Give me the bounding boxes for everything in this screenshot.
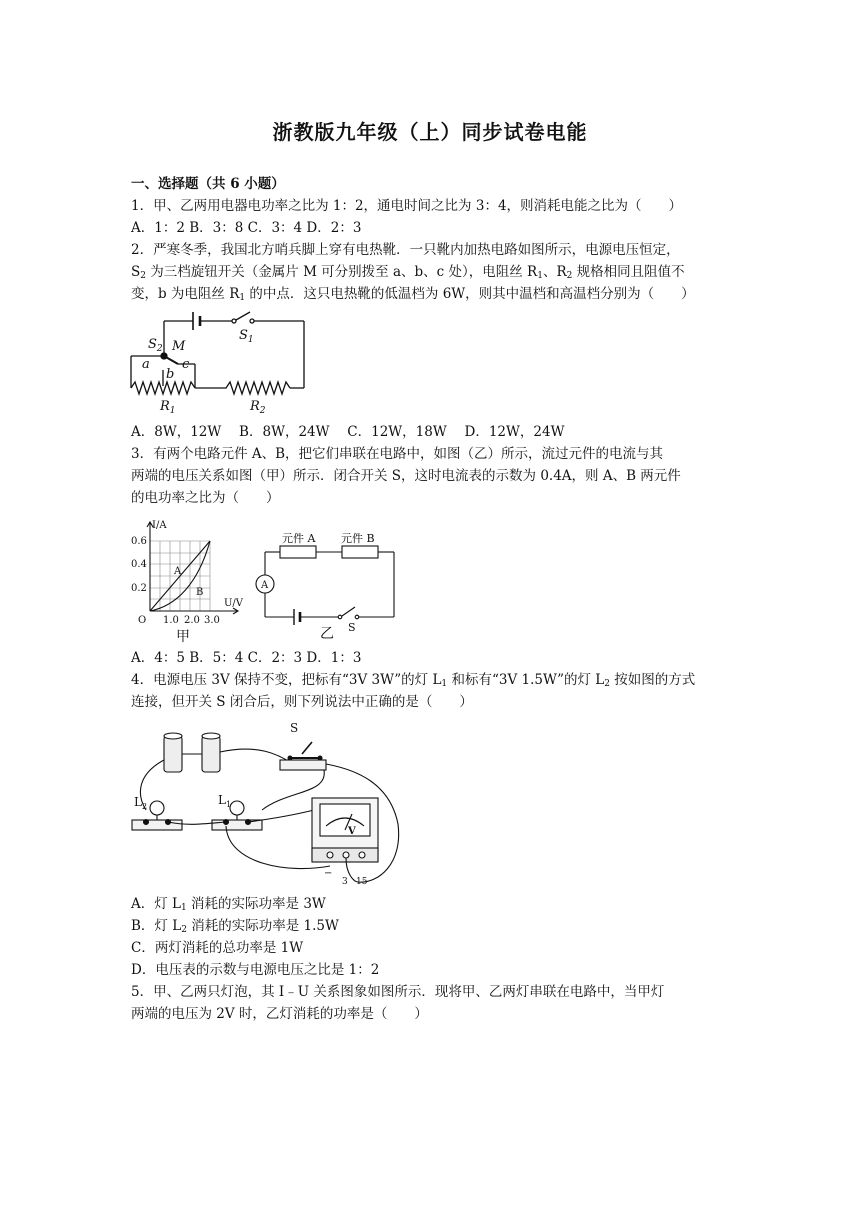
q3-options: A．4：5 B．5：4 C．2：3 D．1：3	[131, 650, 362, 666]
q3-line3: 的电功率之比为（ ）	[131, 490, 280, 506]
element-a-label: 元件 A	[282, 532, 316, 545]
q4-line1: 4．电源电压 3V 保持不变，把标有“3V 3W”的灯 $L_1$ 和标有“3V 1.5W”的灯 $L_2$ 按如图的方式	[131, 672, 696, 689]
r1-label: $R_1$	[160, 399, 176, 416]
ytick-label: 0.4	[131, 559, 147, 570]
s2-label: $S_2$	[148, 337, 163, 354]
q1-options: A．1：2 B．3：8 C．3：4 D．2：3	[131, 220, 362, 236]
graph-xlabel: U/V	[224, 598, 244, 609]
c-label: c	[182, 357, 190, 372]
q4-option-a: A．灯 $L_1$ 消耗的实际功率是 3W	[131, 896, 326, 913]
l2-label: $L_2$	[134, 795, 148, 811]
q5-line1: 5．甲、乙两只灯泡，其 I﹣U 关系图象如图所示．现将甲、乙两灯串联在电路中，当甲灯	[131, 984, 665, 1000]
q5-line2: 两端的电压为 2V 时，乙灯消耗的功率是（ ）	[131, 1006, 428, 1022]
q2-circuit-figure	[126, 306, 316, 418]
q3-line1: 3．有两个电路元件 A、B，把它们串联在电路中，如图（乙）所示，流过元件的电流与其	[131, 446, 664, 462]
q4-circuit-figure	[128, 714, 408, 890]
circuit-caption: 乙	[320, 626, 334, 642]
terminal-3-label: 3	[342, 877, 348, 887]
switch-label: S	[348, 621, 356, 634]
q3-series-circuit	[252, 530, 402, 642]
s1-label: $S_1$	[239, 328, 254, 345]
q4-option-d: D．电压表的示数与电源电压之比是 1：2	[131, 962, 380, 978]
xtick-label: 3.0	[204, 615, 220, 626]
ytick-label: 0.2	[131, 583, 147, 594]
xtick-label: 2.0	[184, 615, 200, 626]
section-heading: 一、选择题（共 6 小题）	[131, 176, 285, 192]
b-label: b	[166, 367, 175, 382]
page-title: 浙教版九年级（上）同步试卷电能	[272, 120, 588, 144]
terminal-minus-label: −	[324, 868, 333, 879]
graph-caption: 甲	[176, 629, 190, 645]
ammeter-label: A	[261, 580, 269, 591]
l1-label: $L_1$	[218, 793, 232, 809]
q1-stem: 1．甲、乙两用电器电功率之比为 1：2，通电时间之比为 3：4，则消耗电能之比为（ ）	[131, 198, 683, 214]
q4-line2: 连接，但开关 S 闭合后，则下列说法中正确的是（ ）	[131, 694, 473, 710]
element-b-label: 元件 B	[341, 532, 375, 545]
switch-s-label: S	[290, 721, 299, 735]
ytick-label: 0.6	[131, 536, 147, 547]
terminal-15-label: 15	[356, 877, 368, 887]
graph-ylabel: I/A	[152, 520, 167, 531]
graph-origin: O	[138, 615, 147, 626]
voltmeter-label: V	[348, 826, 356, 837]
q2-options: A．8W，12W B．8W，24W C．12W，18W D．12W，24W	[131, 424, 565, 440]
curve-b-label: B	[196, 587, 204, 598]
q3-line2: 两端的电压关系如图（甲）所示．闭合开关 S，这时电流表的示数为 0.4A，则 A、B 两元件	[131, 468, 681, 484]
xtick-label: 1.0	[163, 615, 179, 626]
q3-iu-graph	[128, 514, 252, 644]
curve-a-label: A	[174, 566, 182, 577]
q2-line3: 变，b 为电阻丝 $R_1$ 的中点．这只电热靴的低温档为 6W，则其中温档和高温档分别为（ ）	[131, 286, 695, 303]
q2-line1: 2．严寒冬季，我国北方哨兵脚上穿有电热靴．一只靴内加热电路如图所示，电源电压恒定，	[131, 242, 680, 258]
m-label: M	[172, 339, 186, 354]
q4-option-c: C．两灯消耗的总功率是 1W	[131, 940, 304, 956]
a-label: a	[142, 357, 150, 372]
r2-label: $R_2$	[250, 399, 266, 416]
q4-option-b: B．灯 $L_2$ 消耗的实际功率是 1.5W	[131, 918, 339, 935]
q2-line2: $S_2$ 为三档旋钮开关（金属片 M 可分别拨至 a、b、c 处），电阻丝 $R_1$、$R_2$ 规格相同且阻值不	[131, 264, 685, 281]
